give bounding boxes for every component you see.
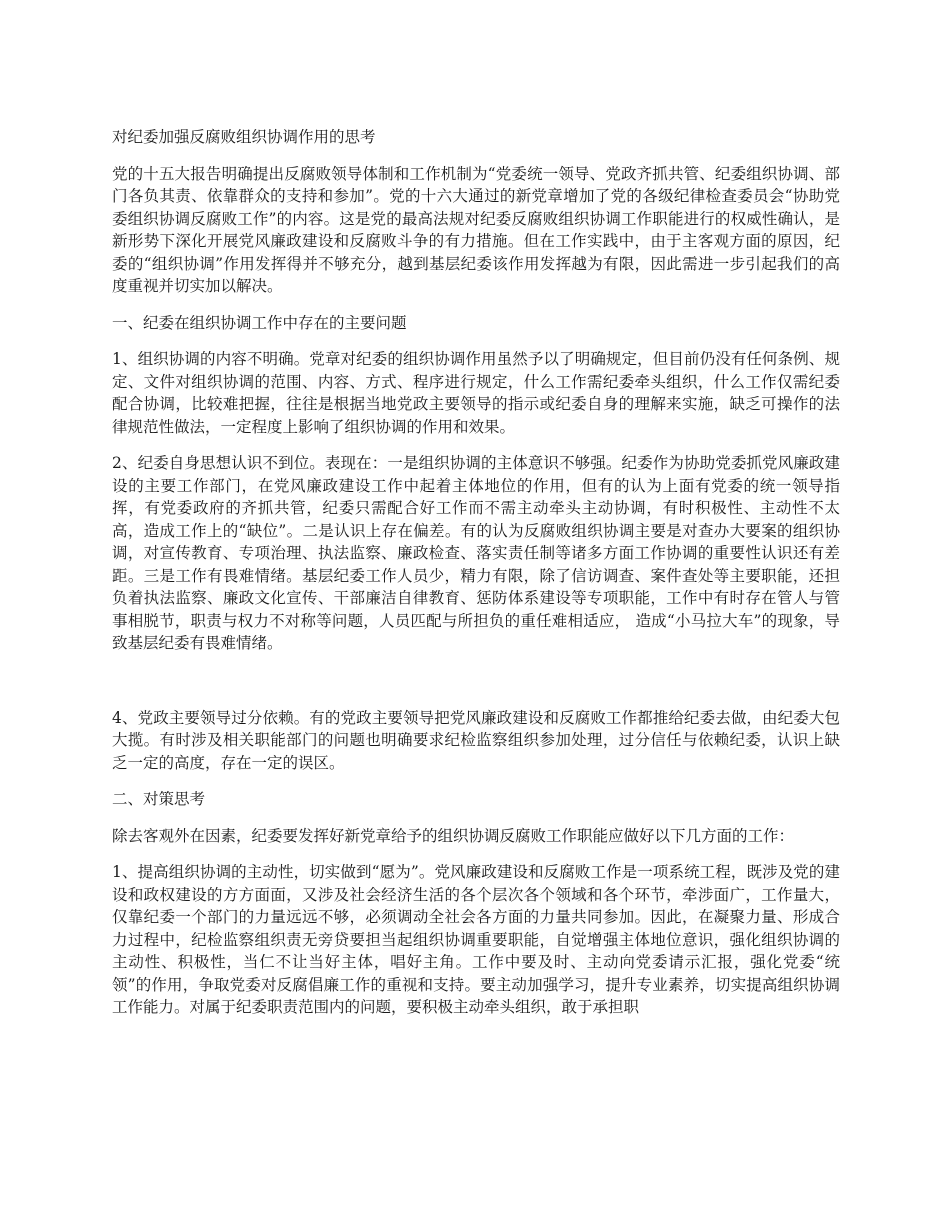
document-body (112, 126, 840, 1033)
section-heading-problems: 一、纪委在组织协调工作中存在的主要问题 (112, 313, 407, 332)
document-title: 对纪委加强反腐败组织协调作用的思考 (112, 128, 376, 146)
paragraph-problem-1: 1、组织协调的内容不明确。党章对纪委的组织协调作用虽然予以了明确规定，但目前仍没有任何条例、规定、文件对组织协调的范围、内容、方式、程序进行规定，什么工作需纪委牵头组织，什么工作仅需纪委配合协调，比较难把握，往往是根据当地党政主要领导的指示或纪委自身的理解来实施，缺乏可操作的法律规范性做法，一定程度上影响了组织协调的作用和效果。 (112, 350, 840, 436)
paragraph-problem-4: 4、党政主要领导过分依赖。有的党政主要领导把党风廉政建设和反腐败工作都推给纪委去做，由纪委大包大揽。有时涉及相关职能部门的问题也明确要求纪检监察组织参加处理，过分信任与依赖纪委，认识上缺乏一定的高度，存在一定的误区。 (112, 708, 840, 772)
intro-paragraph: 党的十五大报告明确提出反腐败领导体制和工作机制为“党委统一领导、党政齐抓共管、纪委组织协调、部门各负其责、依靠群众的支持和参加”。党的十六大通过的新党章增加了党的各级纪律检查委员会“协助党委组织协调反腐败工作”的内容。这是党的最高法规对纪委反腐败组织协调工作职能进行的权威性确认，是新形势下深化开展党风廉政建设和反腐败斗争的有力措施。但在工作实践中，由于主客观方面的原因，纪委的“组织协调”作用发挥得并不够充分，越到基层纪委该作用发挥越为有限，因此需进一步引起我们的高度重视并切实加以解决。 (112, 164, 840, 295)
paragraph-countermeasure-1: 1、提高组织协调的主动性，切实做到“愿为”。党风廉政建设和反腐败工作是一项系统工程，既涉及党的建设和政权建设的方方面面，又涉及社会经济生活的各个层次各个领域和各个环节，牵涉面广，工作量大，仅靠纪委一个部门的力量远远不够，必须调动全社会各方面的力量共同参加。因此，在凝聚力量、形成合力过程中，纪检监察组织责无旁贷要担当起组织协调重要职能，自觉增强主体地位意识，强化组织协调的主动性、积极性，当仁不让当好主体，唱好主角。工作中要及时、主动向党委请示汇报，强化党委“统领”的作用，争取党委对反腐倡廉工作的重视和支持。要主动加强学习，提升专业素养，切实提高组织协调工作能力。对属于纪委职责范围内的问题，要积极主动牵头组织，敢于承担职 (112, 863, 840, 1016)
paragraph-problem-2: 2、纪委自身思想认识不到位。表现在：一是组织协调的主体意识不够强。纪委作为协助党委抓党风廉政建设的主要工作部门，在党风廉政建设工作中起着主体地位的作用，但有的认为上面有党委的统一领导指挥，有党委政府的齐抓共管，纪委只需配合好工作而不需主动牵头主动协调，有时积极性、主动性不太高，造成工作上的“缺位”。二是认识上存在偏差。有的认为反腐败组织协调主要是对查办大要案的组织协调，对宣传教育、专项治理、执法监察、廉政检查、落实责任制等诸多方面工作协调的重要性认识还有差距。三是工作有畏难情绪。基层纪委工作人员少，精力有限，除了信访调查、案件查处等主要职能，还担负着执法监察、廉政文化宣传、干部廉洁自律教育、惩防体系建设等专项职能，工作中有时存在管人与管事相脱节，职责与权力不对称等问题，人员匹配与所担负的重任难相适应， 造成“小马拉大车”的现象，导致基层纪委有畏难情绪。 (112, 454, 840, 652)
blank-gap (112, 669, 840, 707)
section-heading-countermeasures: 二、对策思考 (112, 790, 206, 808)
paragraph-countermeasures-intro: 除去客观外在因素，纪委要发挥好新党章给予的组织协调反腐败工作职能应做好以下几方面的工作： (112, 826, 795, 845)
